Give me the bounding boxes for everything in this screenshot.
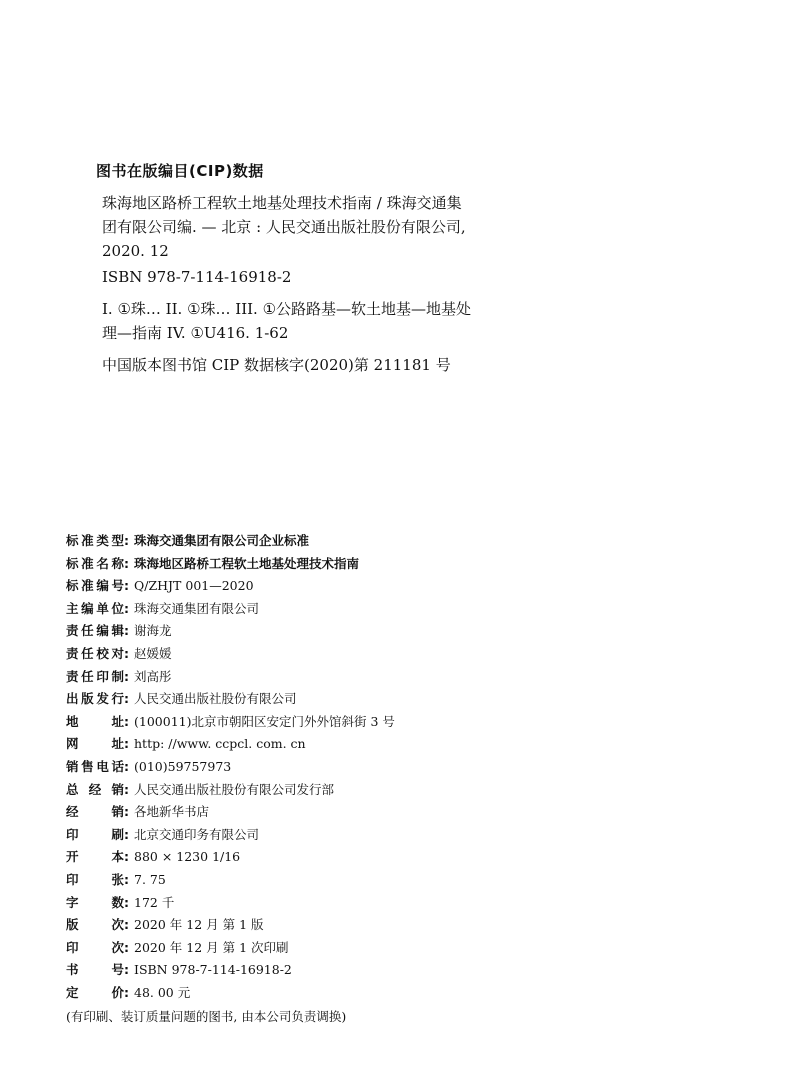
cip-title: 图书在版编目(CIP)数据 <box>96 162 264 180</box>
meta-row-printing <box>66 937 746 960</box>
meta-label: 经销 <box>66 804 124 820</box>
meta-colon: : <box>124 939 129 955</box>
meta-row-chief-editor-unit <box>66 598 746 621</box>
meta-value: 谢海龙 <box>134 623 172 639</box>
meta-colon: : <box>124 736 129 752</box>
meta-value: 48. 00 元 <box>134 984 191 1000</box>
cip-paragraph-record-number: 中国版本图书馆 CIP 数据核字(2020)第 211181 号 <box>102 356 451 374</box>
meta-row-standard-number <box>66 575 746 598</box>
meta-value: 7. 75 <box>134 871 166 887</box>
meta-label: 版次 <box>66 917 124 933</box>
meta-value: 珠海地区路桥工程软土地基处理技术指南 <box>134 555 360 571</box>
meta-label: 地址 <box>66 713 124 729</box>
meta-value: 北京交通印务有限公司 <box>134 826 260 842</box>
meta-colon: : <box>124 623 129 639</box>
meta-row-website <box>66 733 746 756</box>
meta-label: 标准类型 <box>66 533 124 548</box>
meta-row-price <box>66 982 746 1005</box>
meta-value: 各地新华书店 <box>134 804 210 820</box>
meta-colon: : <box>124 600 129 616</box>
meta-colon: : <box>124 713 129 729</box>
publication-metadata <box>66 530 746 1028</box>
meta-label: 销售电话 <box>66 758 124 774</box>
meta-row-printer <box>66 824 746 847</box>
meta-label: 印次 <box>66 939 124 955</box>
meta-row-general-distributor <box>66 779 746 802</box>
meta-row-distributor <box>66 801 746 824</box>
meta-colon: : <box>124 894 129 910</box>
meta-value: 人民交通出版社股份有限公司 <box>134 691 297 707</box>
meta-value: 880 × 1230 1/16 <box>134 849 241 865</box>
meta-label: 标准名称 <box>66 555 124 571</box>
meta-row-standard-name <box>66 553 746 576</box>
meta-row-sales-phone <box>66 756 746 779</box>
meta-value: 刘高彤 <box>134 668 172 684</box>
meta-label: 网址 <box>66 736 124 752</box>
meta-label: 责任印制 <box>66 668 124 684</box>
cip-paragraph-citation: 珠海地区路桥工程软土地基处理技术指南 / 珠海交通集团有限公司编. — 北京 : 人民交通出版社股份有限公司, 2020. 12 <box>102 194 466 260</box>
meta-colon: : <box>124 917 129 933</box>
meta-label: 责任编辑 <box>66 623 124 639</box>
meta-row-proofreader <box>66 643 746 666</box>
meta-label: 开本 <box>66 849 124 865</box>
meta-colon: : <box>124 984 129 1000</box>
meta-label: 印张 <box>66 871 124 887</box>
meta-label: 责任校对 <box>66 645 124 661</box>
meta-value: ISBN 978-7-114-16918-2 <box>134 962 292 978</box>
meta-value: 2020 年 12 月 第 1 次印刷 <box>134 939 289 955</box>
meta-colon: : <box>124 578 129 594</box>
cip-paragraph-isbn: ISBN 978-7-114-16918-2 <box>102 268 292 286</box>
meta-row-printed-sheets <box>66 869 746 892</box>
meta-colon: : <box>124 849 129 865</box>
meta-row-format <box>66 846 746 869</box>
cip-block <box>96 160 476 379</box>
meta-colon: : <box>124 758 129 774</box>
meta-value: 珠海交通集团有限公司企业标准 <box>134 533 310 548</box>
meta-colon: : <box>124 691 129 707</box>
meta-label: 定价 <box>66 984 124 1000</box>
meta-colon: : <box>124 555 129 571</box>
meta-value: (010)59757973 <box>134 758 232 774</box>
meta-row-book-number <box>66 959 746 982</box>
meta-value: 珠海交通集团有限公司 <box>134 600 260 616</box>
meta-row-word-count <box>66 892 746 915</box>
meta-label: 标准编号 <box>66 578 124 594</box>
meta-colon: : <box>124 826 129 842</box>
meta-colon: : <box>124 781 129 797</box>
meta-colon: : <box>124 804 129 820</box>
cip-paragraph-classification: I. ①珠… II. ①珠… III. ①公路路基—软土地基—地基处理—指南 IV. ①U416. 1-62 <box>102 300 472 342</box>
meta-value: 赵媛媛 <box>134 645 172 661</box>
meta-colon: : <box>124 962 129 978</box>
meta-label: 书号 <box>66 962 124 978</box>
meta-colon: : <box>124 668 129 684</box>
meta-row-print-supervisor <box>66 666 746 689</box>
meta-row-edition <box>66 914 746 937</box>
meta-row-publisher <box>66 688 746 711</box>
quality-note: (有印刷、装订质量问题的图书, 由本公司负责调换) <box>66 1009 347 1025</box>
meta-value: 人民交通出版社股份有限公司发行部 <box>134 781 335 797</box>
meta-colon: : <box>124 533 129 548</box>
meta-colon: : <box>124 871 129 887</box>
meta-value: (100011)北京市朝阳区安定门外外馆斜街 3 号 <box>134 713 395 729</box>
meta-value: Q/ZHJT 001—2020 <box>134 578 254 594</box>
meta-label: 字数 <box>66 894 124 910</box>
meta-label: 主编单位 <box>66 600 124 616</box>
meta-row-responsible-editor <box>66 620 746 643</box>
meta-row-standard-type <box>66 530 746 553</box>
meta-value: http: //www. ccpcl. com. cn <box>134 736 306 752</box>
meta-value: 172 千 <box>134 894 175 910</box>
meta-label: 总经销 <box>66 781 124 797</box>
meta-label: 印刷 <box>66 826 124 842</box>
meta-label: 出版发行 <box>66 691 124 707</box>
meta-row-address <box>66 711 746 734</box>
meta-colon: : <box>124 645 129 661</box>
meta-value: 2020 年 12 月 第 1 版 <box>134 917 264 933</box>
